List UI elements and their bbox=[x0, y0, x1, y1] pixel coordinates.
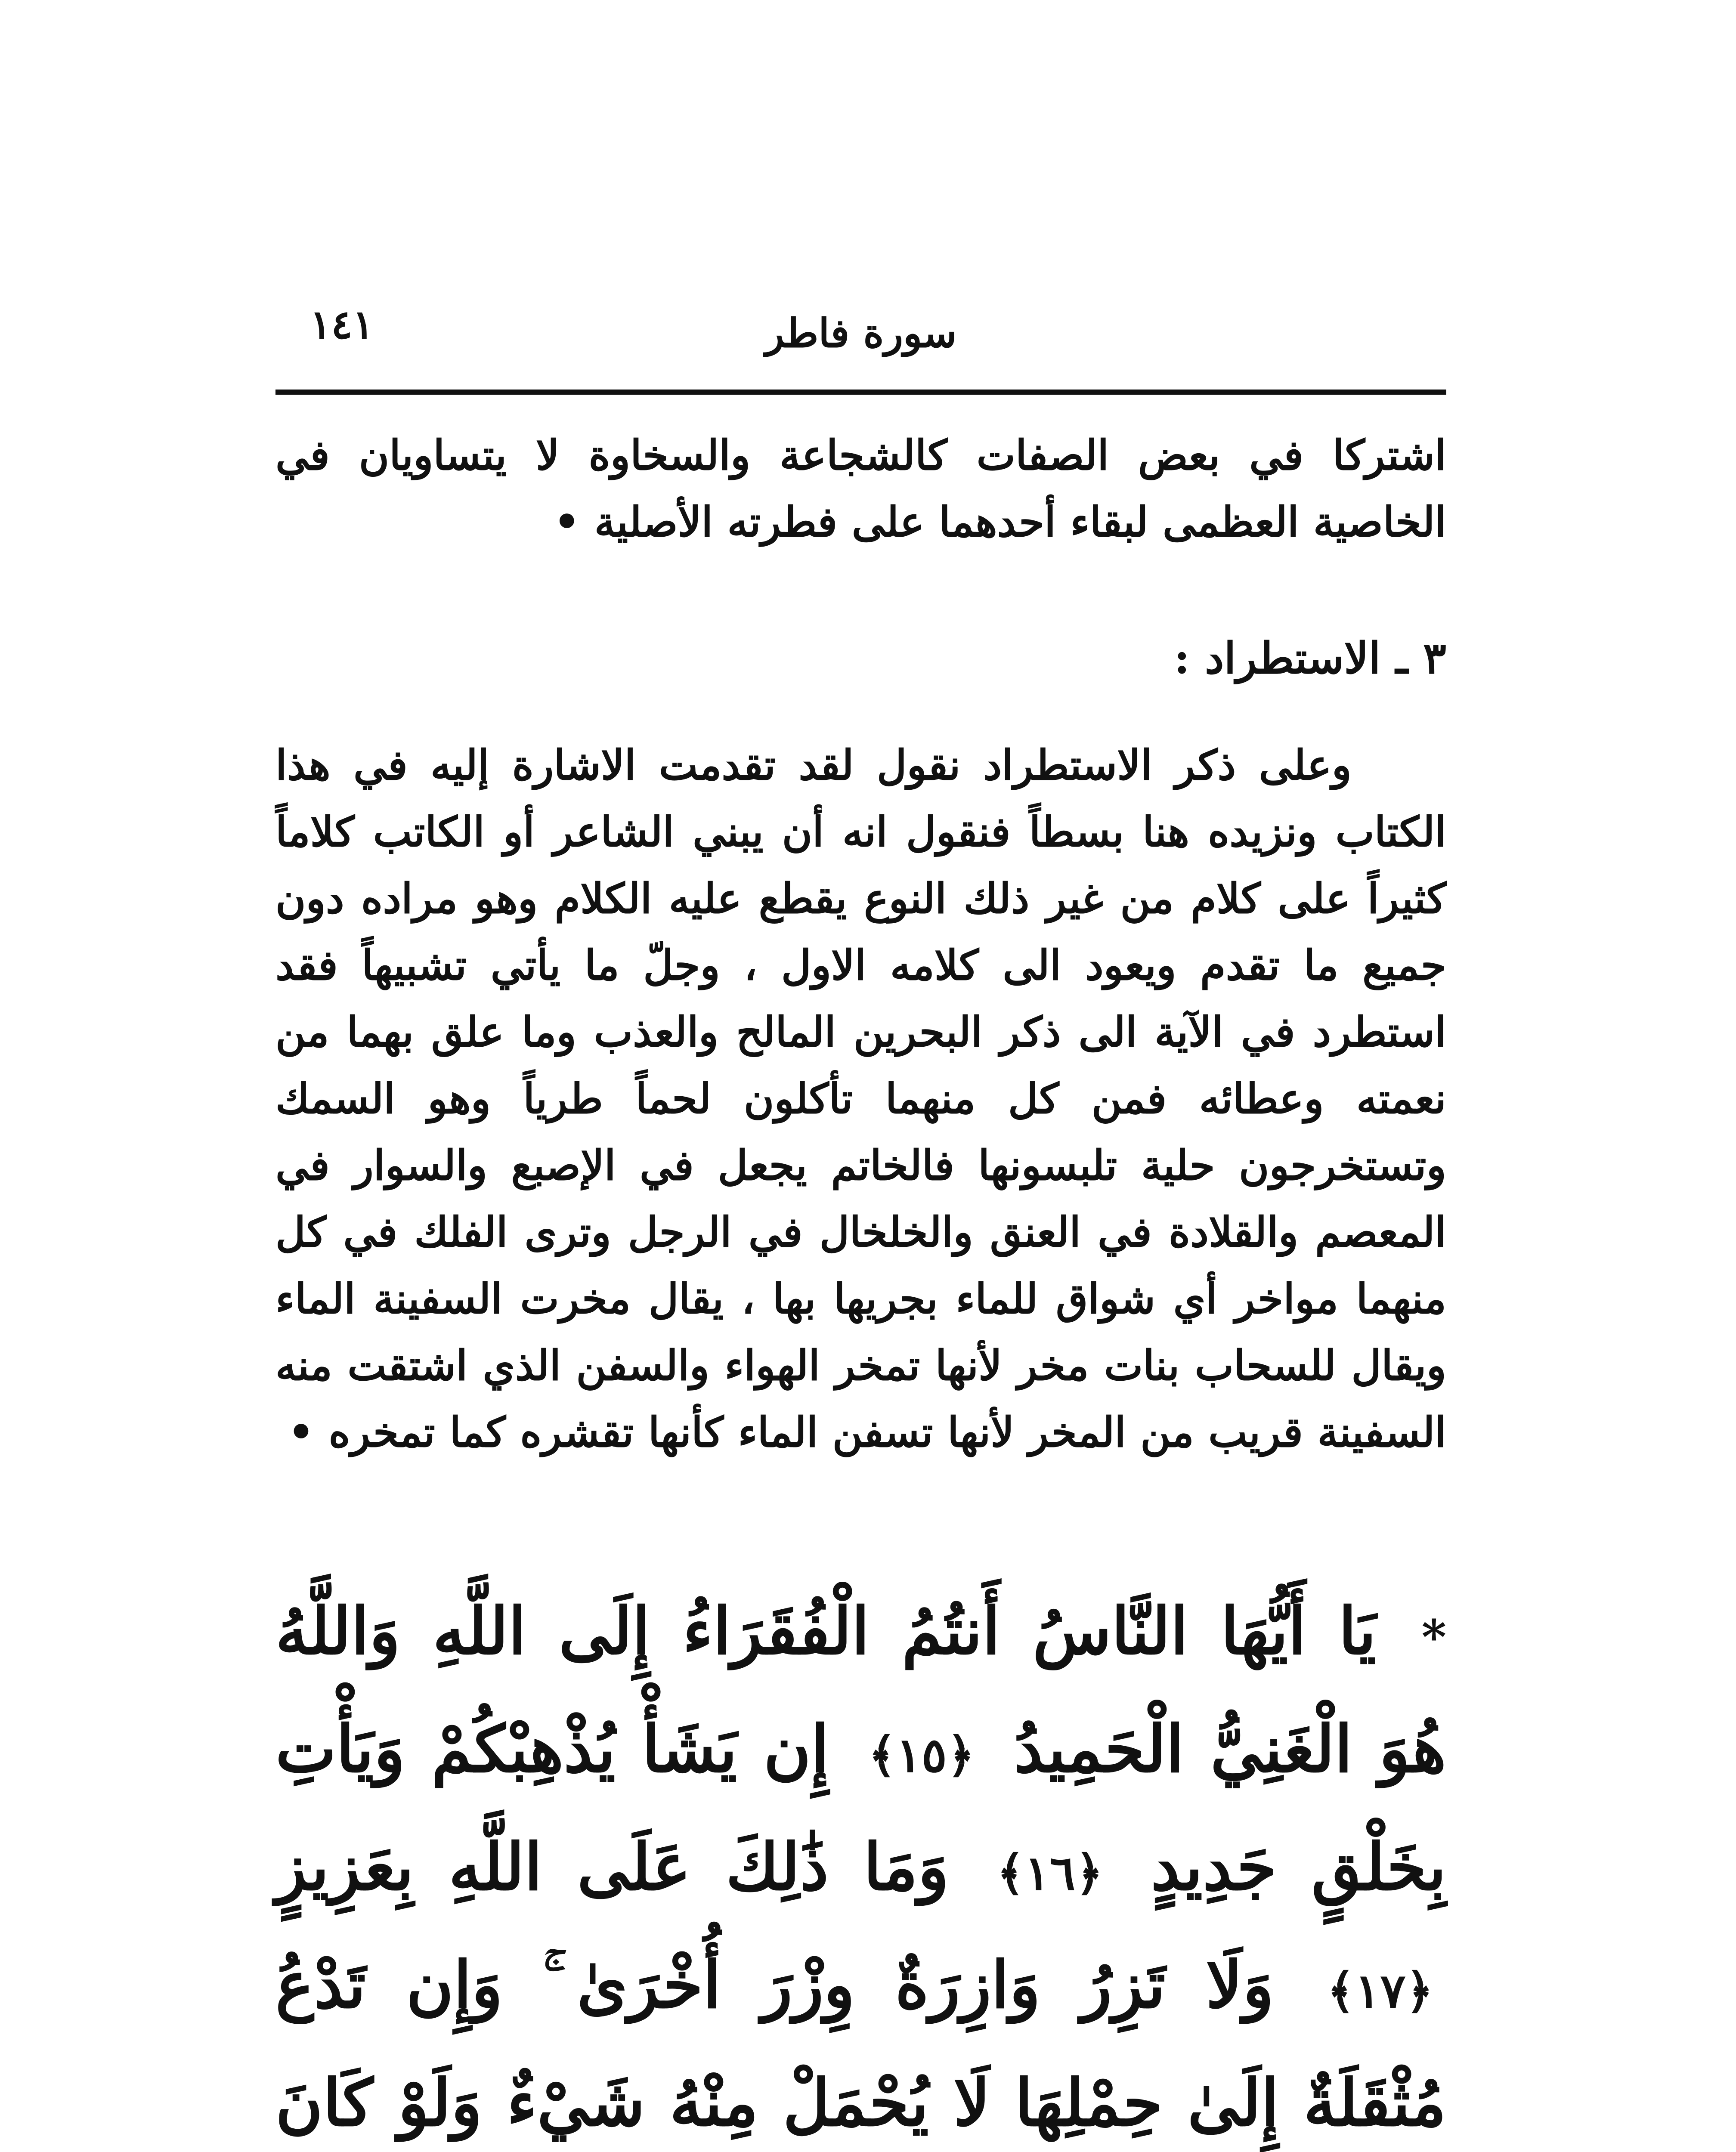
verse-18-text: وَلَا تَزِرُ وَازِرَةٌ وِزْرَ أُخْرَىٰ ۚ وَإِن تَدْعُ مُثْقَلَةٌ إِلَىٰ حِمْلِهَا لَا يُحْمَلْ مِنْهُ شَيْءٌ وَلَوْ كَانَ bbox=[275, 1947, 1446, 2141]
verse-16-text: إِن يَشَأْ يُذْهِبْكُمْ وَيَأْتِ بِخَلْقٍ جَدِيدٍ bbox=[275, 1711, 1446, 1905]
ayah-number-16: ﴿١٦﴾ bbox=[996, 1845, 1103, 1901]
ayah-number-15: ﴿١٥﴾ bbox=[868, 1727, 975, 1783]
paragraph-istitrad: وعلى ذكر الاستطراد نقول لقد تقدمت الاشارة إليه في هذا الكتاب ونزيده هنا بسطاً فنقول انه أن يبني الشاعر أو الكاتب كلاماً كثيراً على كلام من غير ذلك النوع يقطع عليه الكلام وهو مراده دون جميع ما تقدم ويعود الى كلامه الاول ، وجلّ ما يأتي تشبيهاً فقد استطرد في الآية الى ذكر البحرين المالح والعذب وما علق بهما من نعمته وعطائه فمن كل منهما تأكلون لحماً طرياً وهو السمك وتستخرجون حلية تلبسونها فالخاتم يجعل في الإصبع والسوار في المعصم والقلادة في العنق والخلخال في الرجل وترى الفلك في كل منهما مواخر أي شواق للماء بجريها بها ، يقال مخرت السفينة الماء ويقال للسحاب بنات مخر لأنها تمخر الهواء والسفن الذي اشتقت منه السفينة قريب من المخر لأنها تسفن الماء كأنها تقشره كما تمخره • bbox=[275, 741, 1447, 1456]
verse-15-text: يَا أَيُّهَا النَّاسُ أَنتُمُ الْفُقَرَاءُ إِلَى اللَّهِ وَاللَّهُ هُوَ الْغَنِيُّ الْحَمِيدُ bbox=[275, 1593, 1446, 1787]
running-title: سورة فاطر bbox=[765, 310, 957, 356]
quran-verses-block bbox=[275, 1575, 1446, 2152]
paragraph-continued: اشتركا في بعض الصفات كالشجاعة والسخاوة لا يتساويان في الخاصية العظمى لبقاء أحدهما على فطرته الأصلية • bbox=[275, 431, 1446, 546]
header-divider bbox=[275, 390, 1446, 395]
verse-17-text: وَمَا ذَٰلِكَ عَلَى اللَّهِ بِعَزِيزٍ bbox=[275, 1829, 949, 1905]
section-heading: ٣ ـ الاستطراد : bbox=[1174, 633, 1446, 683]
page-number: ١٤١ bbox=[310, 301, 374, 348]
verse-star-marker: * bbox=[1421, 1609, 1446, 1665]
ayah-number-17: ﴿١٧﴾ bbox=[1327, 1963, 1433, 2019]
page-header bbox=[275, 284, 1446, 370]
